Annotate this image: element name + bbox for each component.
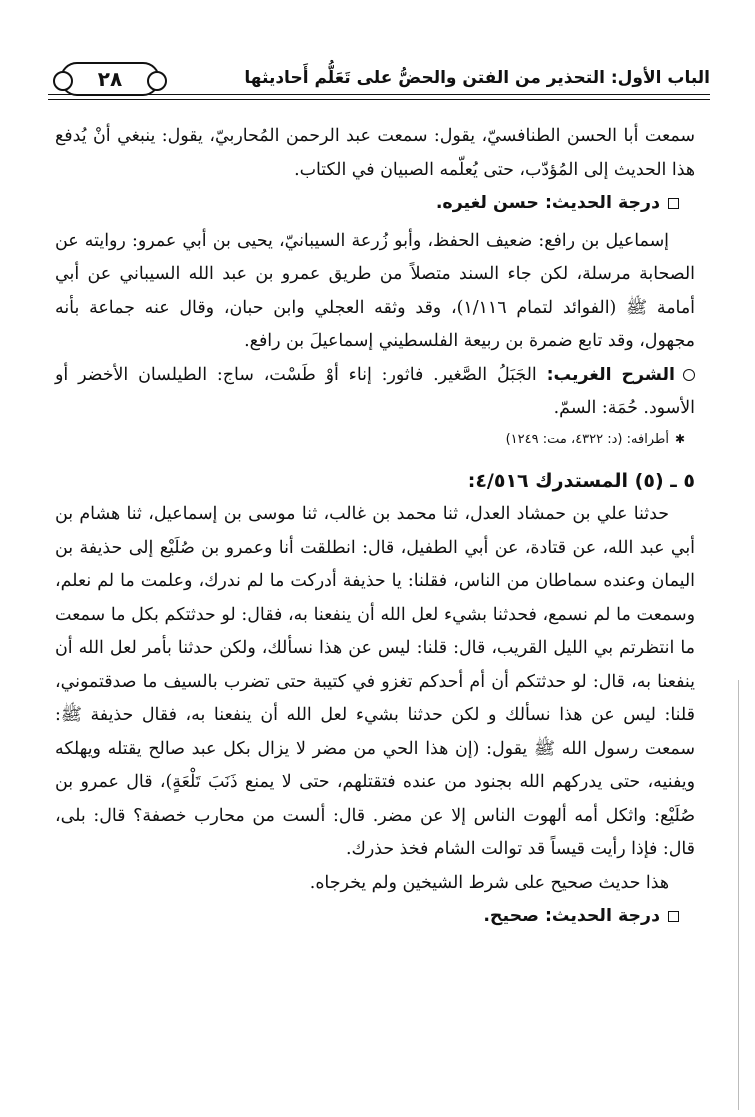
star-bullet-icon: ✱ (674, 431, 685, 446)
sharh-label: الشرح (621, 364, 675, 385)
hadith-grade: درجة الحديث: حسن لغيره. (55, 187, 695, 221)
gharib-paragraph (55, 359, 695, 426)
header-rule (48, 99, 710, 100)
paragraph: إسماعيل بن رافع: ضعيف الحفظ، وأبو زُرعة السيبانيّ، يحيى بن أبي عمرو: روايته عن الصحابة مرسلة، لكن جاء السند متصلاً من طريق عمرو بن عبد الله السيباني عن أبي أمامة ﷺ (الفوائد لتمام ١/١١٦)، وقد وثقه العجلي وابن حبان، وقال عنه جماعة بأنه مجهول، وقد تابع ضمرة بن ربيعة الفلسطيني إسماعيلَ بن رافع. (55, 230, 695, 351)
circle-bullet-icon (683, 369, 695, 381)
section-heading: ٥ ـ (٥) المستدرك ٤/٥١٦: (467, 469, 695, 492)
paragraph: حدثنا علي بن حمشاد العدل، ثنا محمد بن غالب، ثنا موسى بن إسماعيل، ثنا هشام بن أبي عبد الله، عن قتادة، عن أبي الطفيل، قال: انطلقت أنا وعمرو بن صُلَيْع إلى حذيفة بن اليمان وعنده سماطان من الناس، فقلنا: يا حذيفة أدركت ما لم ندرك، وعلمت ما لم نعلم، وسمعت ما لم نسمع، فحدثنا بشيء لعل الله أن ينفعنا به، فقال: لو حدثتكم بكل ما سمعت ما انتظرتم بي الليل القريب، قال: قلنا: ليس عن هذا نسألك، ولكن حدثنا بأمر لعل الله أن ينفعنا به، قال: لو حدثتكم أن أم أحدكم تغزو في كتيبة حتى تضرب بالسيف ما صدقتموني، قلنا: ليس عن هذا نسألك و لكن حدثنا بشيء لعل الله أن ينفعنا به، فقال حذيفة ﷺ: سمعت رسول الله ﷺ يقول: (إن هذا الحي من مضر لا يزال بكل عبد صالح يقتله ويهلكه ويفنيه، حتى يدركهم الله بجنود من عنده فتقتلهم، حتى لا يمنع ذَنَبَ تَلْعَةٍ)، قال عمرو بن صُلَيْع: واثكل أمه ألهوت الناس إلا عن مضر. قال: ألست من محارب خصفة؟ قال: بلى، قال: فإذا رأيت قيساً قد توالت الشام فخذ حذرك. (55, 504, 695, 859)
paragraph: سمعت أبا الحسن الطنافسيّ، يقول: سمعت عبد الرحمن المُحاربيّ، يقول: ينبغي أنْ يُدفع هذا الحديث إلى المُؤدّب، حتى يُعلّمه الصبيان في الكتاب. (55, 126, 695, 180)
gharib-text: الجَبَلُ الصَّغير. فاثور: إناء أوْ طَسْت، ساج: الطيلسان الأخضر أو الأسود. حُمَة: السمّ. (55, 364, 695, 418)
page-body (55, 120, 695, 934)
gharib-label: الغريب: (546, 364, 612, 385)
hadith-grade: درجة الحديث: صحيح. (55, 900, 695, 934)
page-number: ٢٨ (97, 67, 123, 91)
chapter-title: الباب الأول: التحذير من الفتن والحضُّ على تَعَلُّم أَحاديثها (244, 68, 710, 88)
paragraph: هذا حديث صحيح على شرط الشيخين ولم يخرجاه. (309, 872, 669, 893)
margin-line (738, 680, 739, 1110)
page-number-badge (60, 62, 160, 96)
square-bullet-icon (668, 911, 679, 922)
ornament-icon (147, 71, 167, 91)
square-bullet-icon (668, 198, 679, 209)
page-header (48, 60, 710, 104)
ornament-icon (53, 71, 73, 91)
atraf-note: ✱أطرافه: (د: ٤٣٢٢، مت: ١٢٤٩) (505, 431, 685, 447)
